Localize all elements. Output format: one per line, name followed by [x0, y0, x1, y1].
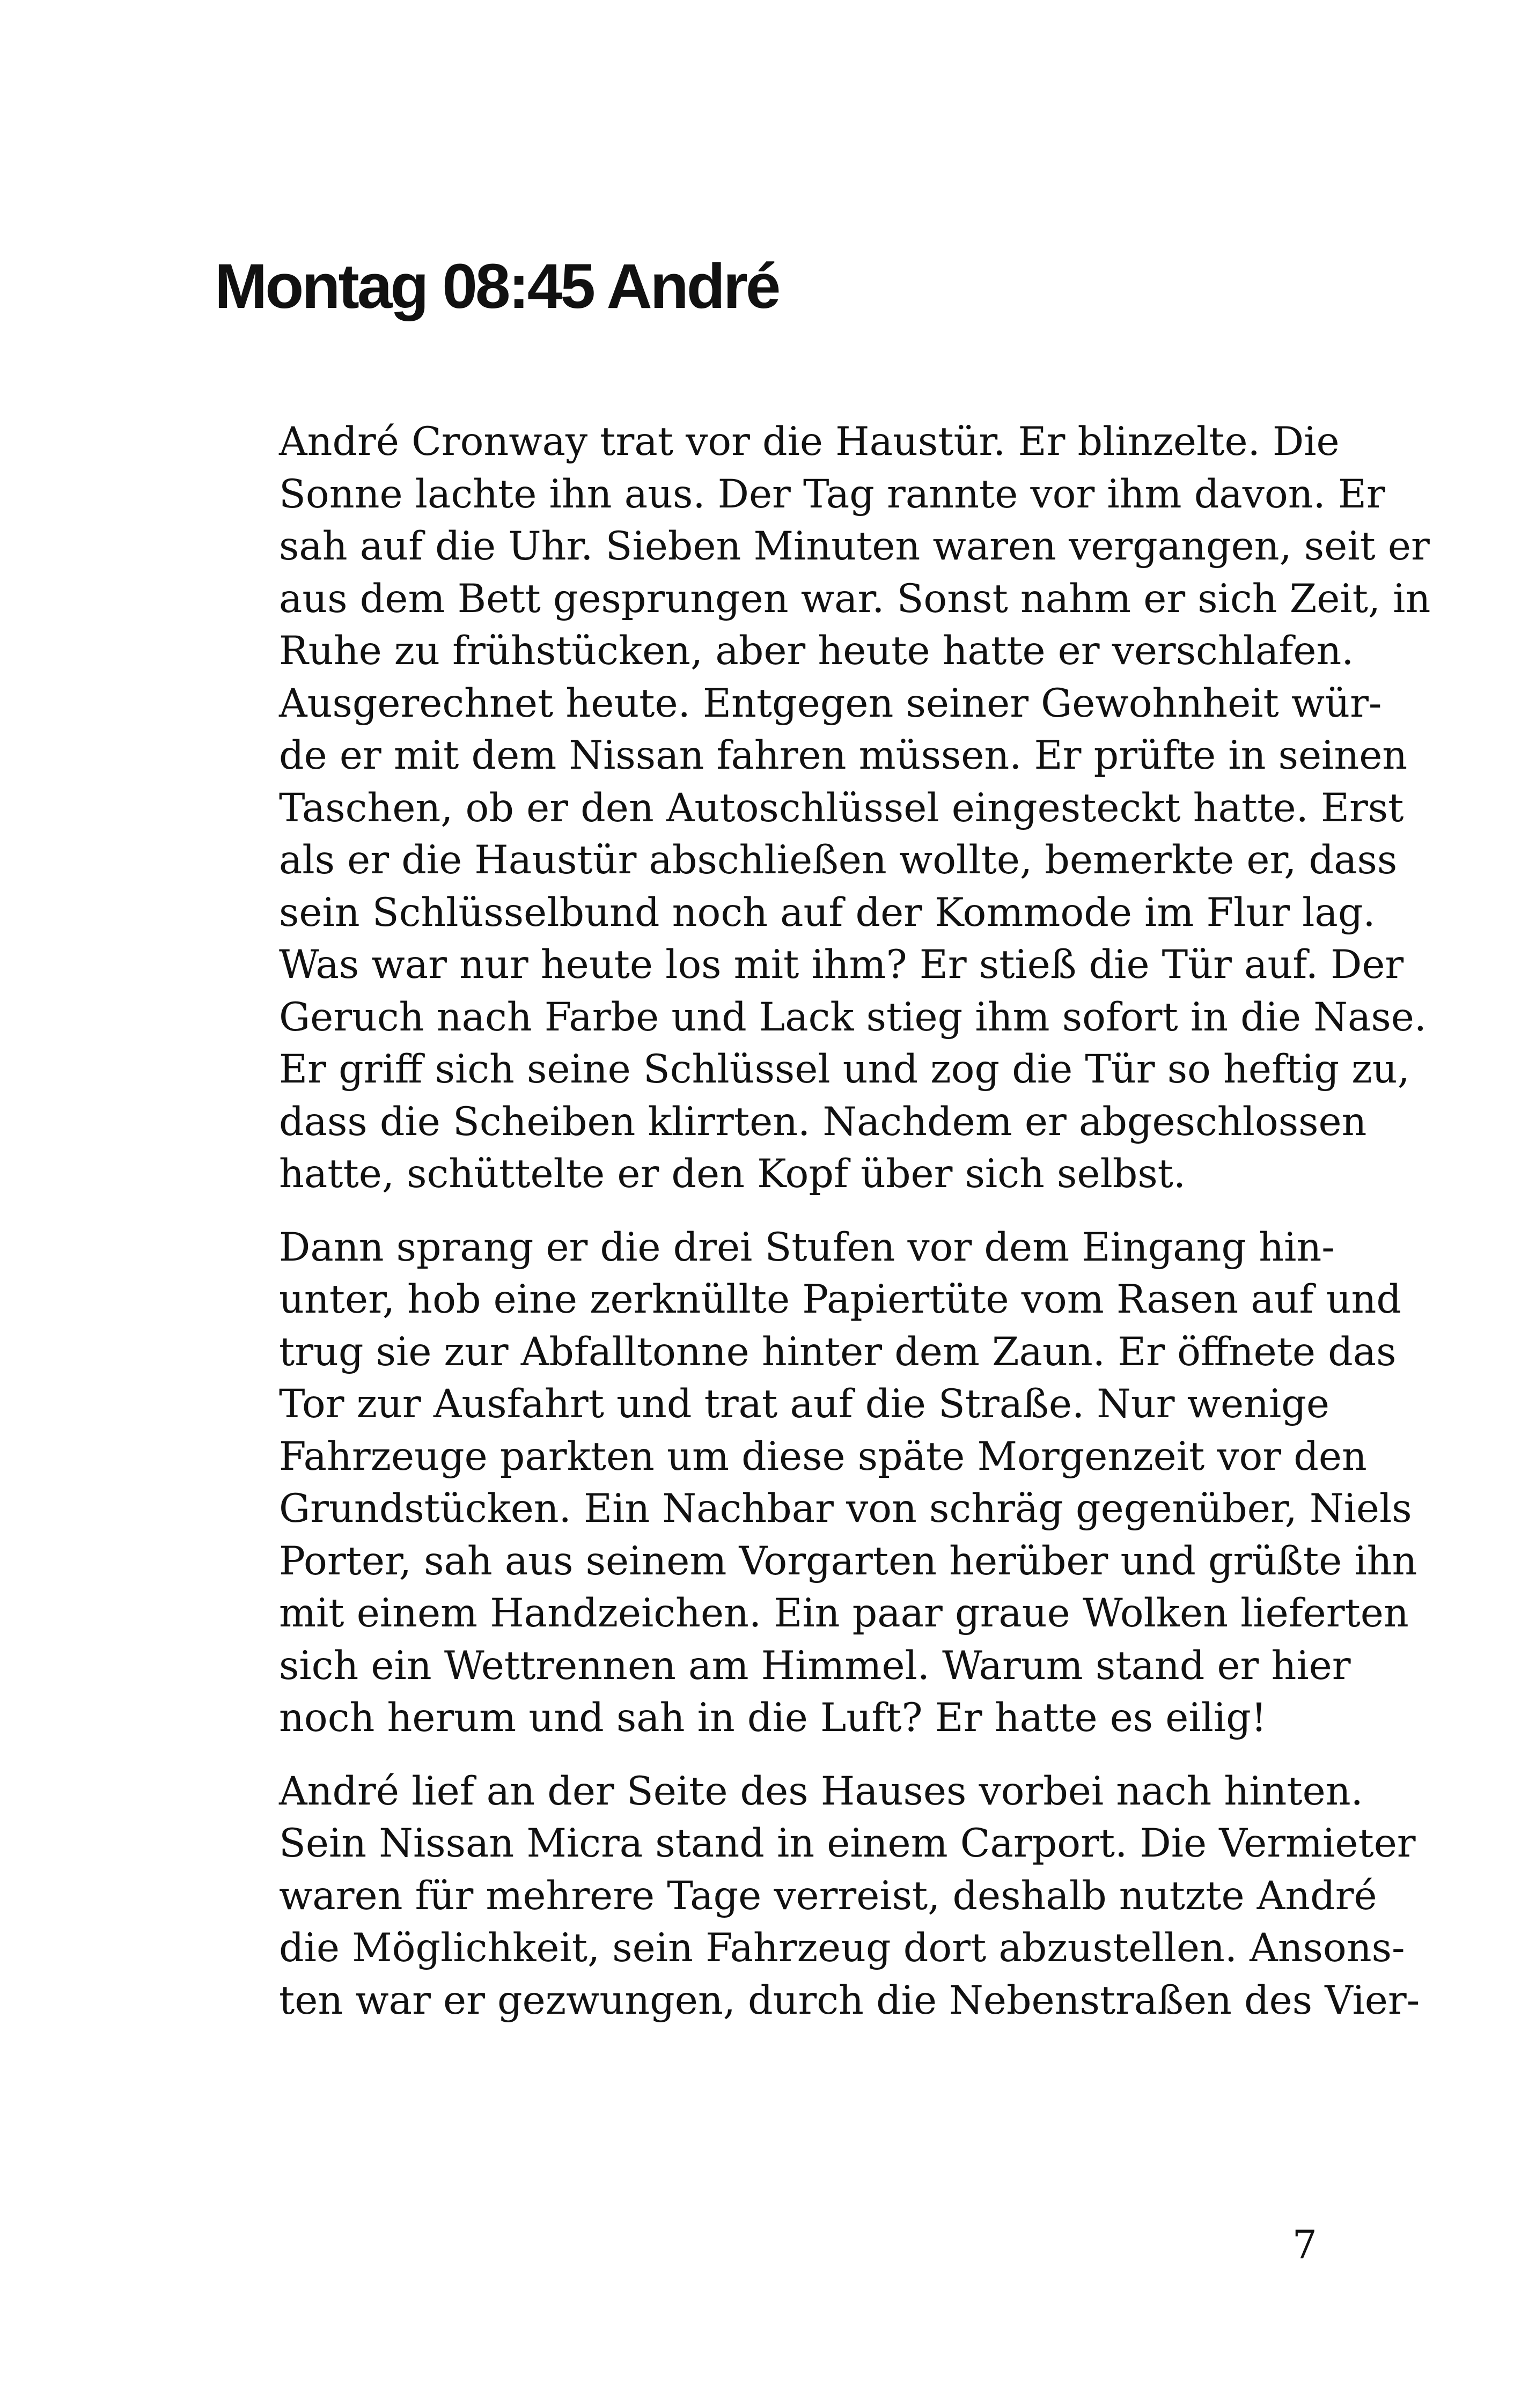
text-line: dass die Scheiben klirrten. Nachdem er abgeschlossen — [279, 1099, 1367, 1145]
page-number: 7 — [1292, 2222, 1317, 2268]
text-line: hatte, schüttelte er den Kopf über sich selbst. — [279, 1151, 1186, 1197]
text-line: Grundstücken. Ein Nachbar von schräg gegenüber, Niels — [279, 1486, 1412, 1531]
text-line: de er mit dem Nissan fahren müssen. Er prüfte in seinen — [279, 733, 1408, 778]
text-line: Geruch nach Farbe und Lack stieg ihm sofort in die Nase. — [279, 994, 1427, 1040]
text-line: sein Schlüsselbund noch auf der Kommode im Flur lag. — [279, 889, 1376, 936]
text-line: Dann sprang er die drei Stufen vor dem Eingang hin- — [279, 1224, 1335, 1270]
text-line: Porter, sah aus seinem Vorgarten herüber und grüßte ihn — [279, 1538, 1417, 1584]
text-line: noch herum und sah in die Luft? Er hatte es eilig! — [279, 1695, 1267, 1741]
text-line: Fahrzeuge parkten um diese späte Morgenzeit vor den — [279, 1433, 1367, 1479]
text-line: ten war er gezwungen, durch die Nebenstraßen des Vier- — [279, 1977, 1420, 2023]
paragraph — [215, 1221, 1417, 1744]
text-line: als er die Haustür abschließen wollte, bemerkte er, dass — [279, 837, 1398, 883]
text-line: André lief an der Seite des Hauses vorbei nach hinten. — [279, 1768, 1363, 1814]
text-line: Taschen, ob er den Autoschlüssel eingesteckt hatte. Erst — [279, 785, 1404, 831]
text-line: sich ein Wettrennen am Himmel. Warum stand er hier — [279, 1643, 1351, 1689]
text-line: Er griff sich seine Schlüssel und zog die Tür so heftig zu, — [279, 1047, 1410, 1092]
body-text — [215, 416, 1431, 2048]
text-line: waren für mehrere Tage verreist, deshalb nutzte André — [279, 1873, 1377, 1919]
text-line: trug sie zur Abfalltonne hinter dem Zaun. Er öffnete das — [279, 1329, 1397, 1375]
text-line: mit einem Handzeichen. Ein paar graue Wolken lieferten — [279, 1590, 1409, 1636]
text-line: die Möglichkeit, sein Fahrzeug dort abzustellen. Ansons- — [279, 1925, 1405, 1971]
text-line: Sonne lachte ihn aus. Der Tag rannte vor ihm davon. Er — [279, 471, 1385, 517]
chapter-title: Montag 08:45 André — [215, 251, 779, 322]
paragraph — [215, 1765, 1420, 2027]
text-line: Tor zur Ausfahrt und trat auf die Straße. Nur wenige — [279, 1381, 1329, 1427]
text-line: André Cronway trat vor die Haustür. Er blinzelte. Die — [279, 419, 1340, 465]
text-line: Ruhe zu frühstücken, aber heute hatte er verschlafen. — [279, 628, 1354, 674]
text-line: sah auf die Uhr. Sieben Minuten waren vergangen, seit er — [279, 524, 1430, 569]
text-line: Sein Nissan Micra stand in einem Carport. Die Vermieter — [279, 1821, 1416, 1866]
paragraph — [215, 416, 1431, 1201]
text-line: unter, hob eine zerknüllte Papiertüte vom Rasen auf und — [279, 1277, 1401, 1322]
text-line: aus dem Bett gesprungen war. Sonst nahm er sich Zeit, in — [279, 576, 1431, 622]
text-line: Ausgerechnet heute. Entgegen seiner Gewohnheit wür- — [279, 680, 1382, 726]
text-line: Was war nur heute los mit ihm? Er stieß die Tür auf. Der — [279, 942, 1404, 988]
